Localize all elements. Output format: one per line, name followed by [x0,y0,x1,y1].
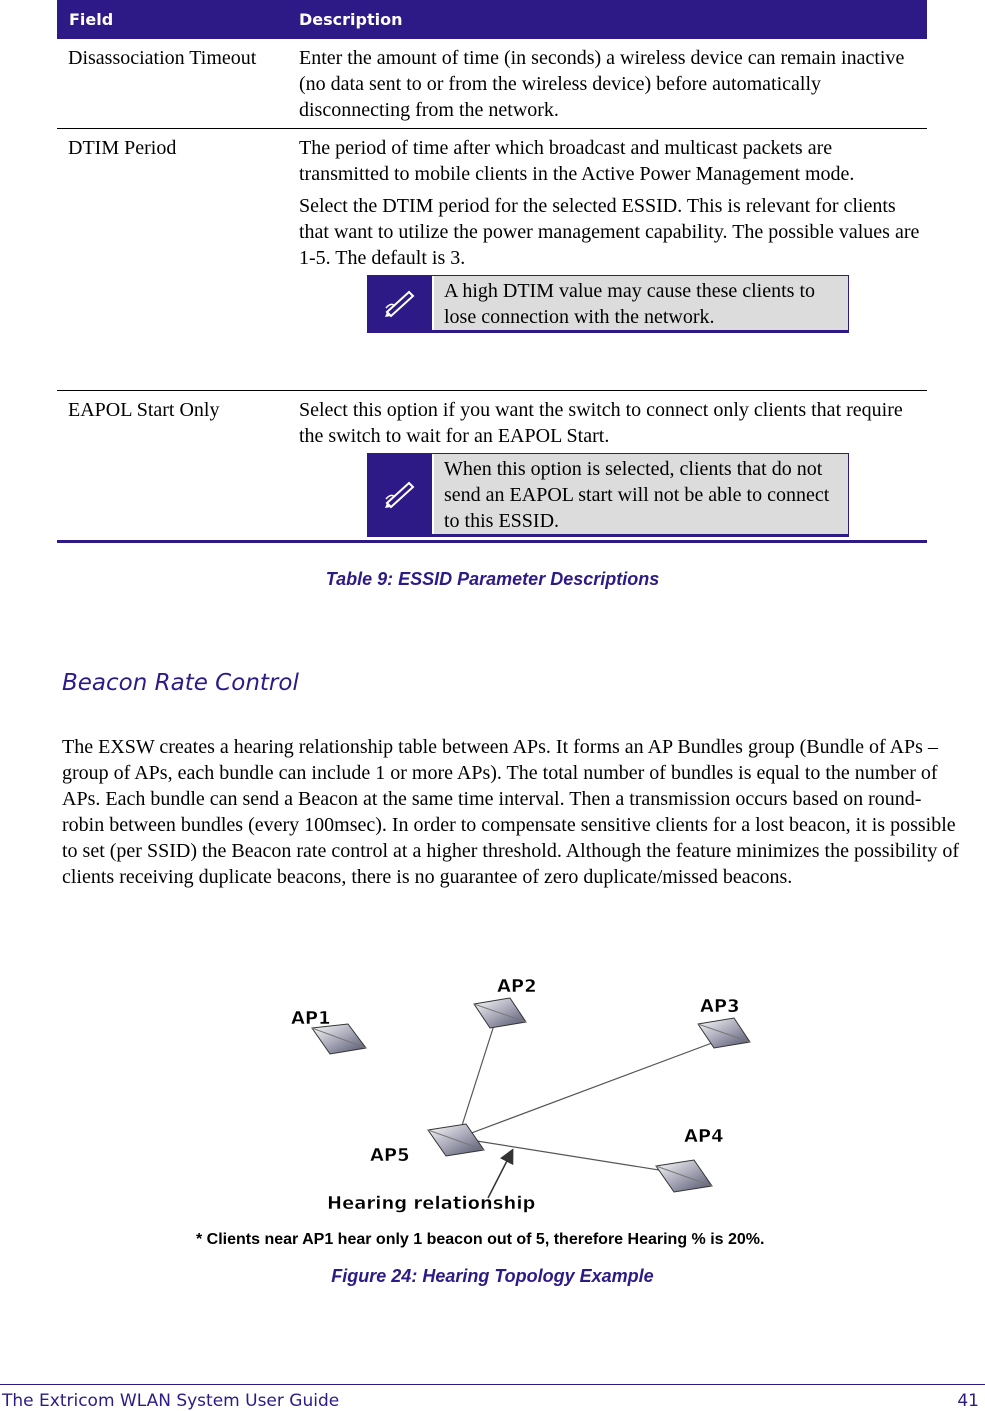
label-ap4: AP4 [684,1126,724,1147]
description-paragraph: The period of time after which broadcast and multicast packets are transmitted to mobile clients in the Active Power Management mode. [299,137,855,185]
footer-title: The Extricom WLAN System User Guide [2,1391,340,1411]
pencil-note-icon [368,276,432,330]
field-disassociation-timeout: Disassociation Timeout [68,47,257,69]
figure-caption: Figure 24: Hearing Topology Example [331,1266,654,1286]
field-dtim-period: DTIM Period [68,137,177,159]
ap2-device-icon [474,998,526,1028]
description-cell [299,391,927,540]
table-caption: Table 9: ESSID Parameter Descriptions [325,569,660,589]
section-heading: Beacon Rate Control [62,670,299,696]
ap4-device-icon [656,1160,712,1192]
link-ap5-ap4 [458,1138,684,1174]
note-box [367,275,849,333]
page-number: 41 [957,1391,979,1411]
table-header [57,0,927,39]
table-row [57,129,927,391]
note-text: When this option is selected, clients that do not send an EAPOL start will not be able to connect to this ESSID. [432,454,848,534]
header-field: Field [69,10,114,29]
description-paragraph: Select this option if you want the switch to connect only clients that require the switch to wait for an EAPOL Start. [299,399,903,447]
section-body: The EXSW creates a hearing relationship table between APs. It forms an AP Bundles group (Bundle of APs – group of APs, each bundle can include 1 or more APs). The total number of bundles is equal to the number of APs. Each bundle can send a Beacon at the same time interval. Then a transmission occurs based on round-robin between bundles (every 100msec). In order to compensate sensitive clients for a lost beacon, it is possible to set (per SSID) the Beacon rate control at a higher threshold. Although the feature minimizes the possibility of clients receiving duplicate beacons, there is no guarantee of zero duplicate/missed beacons. [62,736,960,888]
pencil-note-icon [368,454,432,534]
hearing-arrow [488,1155,510,1198]
figure-note: * Clients near AP1 hear only 1 beacon out of 5, therefore Hearing % is 20%. [196,1231,765,1248]
table-row [57,391,927,543]
essid-parameter-table [57,0,927,543]
label-ap1: AP1 [291,1008,331,1029]
label-ap2: AP2 [497,976,537,997]
table-row [57,39,927,129]
label-ap5: AP5 [370,1145,410,1166]
note-text: A high DTIM value may cause these clients to lose connection with the network. [432,276,848,330]
label-ap3: AP3 [700,996,740,1017]
description-paragraph: Enter the amount of time (in seconds) a wireless device can remain inactive (no data sent to or from the wireless device) before automatically disconnecting from the network. [299,47,905,121]
hearing-links [458,1022,720,1174]
link-ap5-ap2 [458,1022,495,1138]
field-eapol-start-only: EAPOL Start Only [68,399,220,421]
ap3-device-icon [698,1018,750,1048]
page-footer [0,1384,985,1411]
link-ap5-ap3 [458,1040,720,1138]
description-paragraph: Select the DTIM period for the selected ESSID. This is relevant for clients that want to utilize the power management capability. The possible values are 1-5. The default is 3. [299,195,920,269]
hearing-topology-diagram [0,960,985,1220]
description-cell [299,39,927,128]
description-cell [299,129,927,390]
ap5-device-icon [428,1124,484,1156]
note-box [367,453,849,537]
label-hearing-relationship: Hearing relationship [327,1193,536,1214]
header-description: Description [299,10,403,29]
